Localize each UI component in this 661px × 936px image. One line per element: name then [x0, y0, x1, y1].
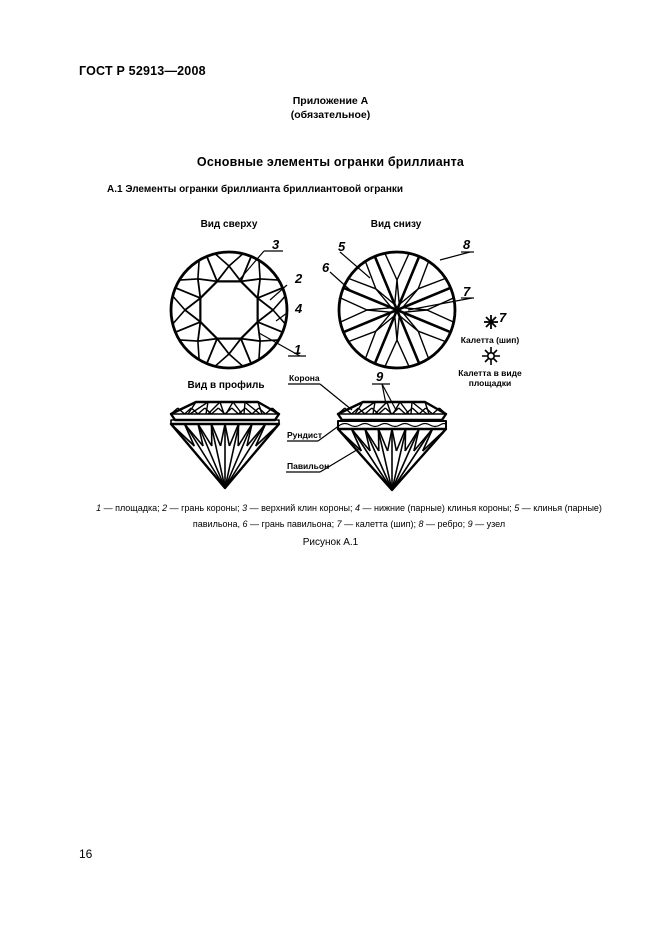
number-5: 5 — [338, 239, 346, 254]
figure-legend: 1 — площадка; 2 — грань короны; 3 — верхний клин короны; 4 — нижние (парные) клинья короны; 5 — клинья (парные) павильона, 6 — грань павильона; 7 — калетта (шип); 8 — ребро; 9 — узел — [96, 503, 602, 529]
top-view-diagram — [171, 252, 287, 368]
culet-label: Калетта (шип) — [460, 335, 520, 345]
figure-numbers — [272, 237, 507, 384]
culet-area-label-1: Калетта в виде — [458, 368, 522, 378]
profile-view-title: Вид в профиль — [187, 380, 265, 391]
star-facets — [185, 266, 273, 354]
table-facet — [200, 281, 257, 338]
number-7-culet: 7 — [499, 310, 507, 325]
pavilion-label: Павильон — [287, 461, 330, 471]
appendix-status: (обязательное) — [290, 109, 371, 121]
bottom-view-diagram — [339, 252, 455, 368]
number-9: 9 — [376, 369, 384, 384]
number-7: 7 — [463, 284, 471, 299]
figure-caption: Рисунок А.1 — [302, 537, 359, 548]
number-1: 1 — [294, 342, 302, 357]
bezel-facets — [175, 256, 282, 363]
culet-labels — [458, 335, 522, 388]
top-view-girdle — [171, 252, 287, 368]
culet-area-label-2: площадки — [468, 378, 512, 388]
crown-label: Корона — [289, 373, 320, 383]
appendix-title: Приложение А — [292, 95, 369, 107]
bottom-view-title: Вид снизу — [370, 219, 422, 230]
girdle-label: Рундист — [287, 430, 323, 440]
profile-view-labeled-diagram — [338, 384, 446, 490]
profile-view-diagram — [171, 402, 279, 488]
profile-labels — [287, 373, 329, 471]
number-3: 3 — [272, 237, 280, 252]
section-title: А.1 Элементы огранки бриллианта бриллиантовой огранки — [107, 184, 404, 195]
top-view-title: Вид сверху — [200, 219, 258, 230]
number-2: 2 — [295, 271, 303, 286]
pavilion-main-facets — [343, 256, 450, 363]
upper-girdle-facets — [173, 254, 286, 367]
page-number: 16 — [79, 847, 93, 861]
number-4: 4 — [295, 301, 303, 316]
standard-number: ГОСТ Р 52913—2008 — [79, 64, 206, 78]
number-6: 6 — [322, 260, 330, 275]
culet-point-icon — [484, 315, 498, 329]
page-title: Основные элементы огранки бриллианта — [196, 155, 465, 169]
number-8: 8 — [463, 237, 471, 252]
culet-area-icon — [482, 347, 500, 365]
